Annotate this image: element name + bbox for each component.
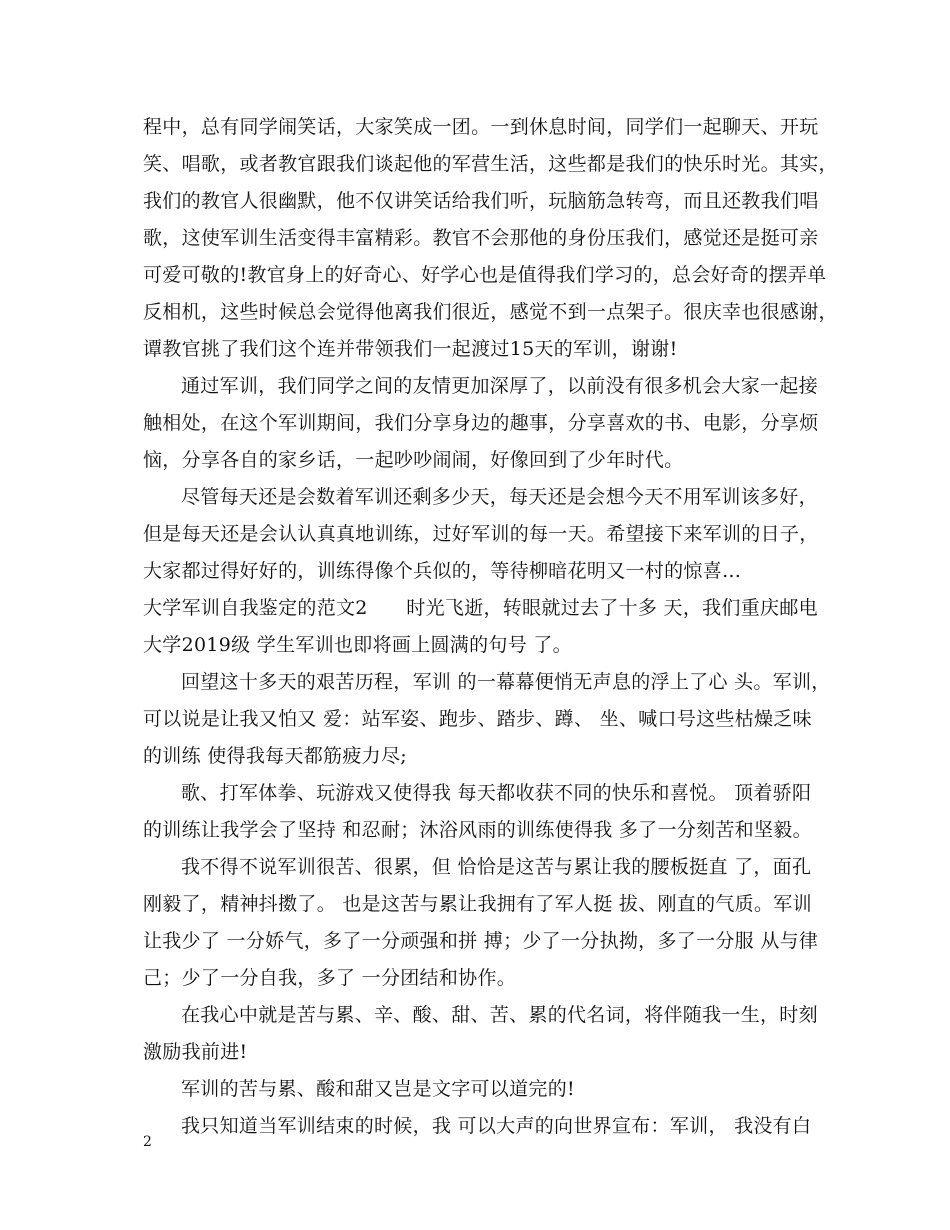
text-line: 可以说是让我又怕又 爱：站军姿、跑步、踏步、蹲、 坐、喊口号这些枯燥乏味 — [143, 708, 812, 730]
section-heading-line: 大学军训自我鉴定的范文2 时光飞逝，转眼就过去了十多 天，我们重庆邮电 — [143, 597, 818, 619]
text-line: 恼，分享各自的家乡话，一起吵吵闹闹，好像回到了少年时代。 — [143, 449, 684, 471]
text-line: 己；少了一分自我，多了 一分团结和协作。 — [143, 967, 517, 989]
text-line: 激励我前进! — [143, 1041, 248, 1063]
text-line: 我不得不说军训很苦、很累，但 恰恰是这苦与累让我的腰板挺直 了，面孔 — [181, 856, 812, 878]
text-line: 在我心中就是苦与累、辛、酸、甜、苦、累的代名词，将伴随我一生，时刻 — [181, 1004, 818, 1026]
text-line: 的训练 使得我每天都筋疲力尽; — [143, 745, 407, 767]
text-line: 触相处，在这个军训期间，我们分享身边的趣事，分享喜欢的书、电影，分享烦 — [143, 412, 819, 434]
text-line: 刚毅了，精神抖擞了。 也是这苦与累让我拥有了军人挺 拔、刚直的气质。军训 — [143, 893, 812, 915]
text-line: 但是每天还是会认认真真地训练，过好军训的每一天。希望接下来军训的日子， — [143, 523, 819, 545]
text-line: 军训的苦与累、酸和甜又岂是文字可以道完的! — [181, 1078, 575, 1100]
text-line: 歌，这使军训生活变得丰富精彩。教官不会那他的身份压我们，感觉还是挺可亲 — [143, 227, 819, 249]
text-line: 尽管每天还是会数着军训还剩多少天，每天还是会想今天不用军训该多好， — [181, 486, 818, 508]
text-line: 我们的教官人很幽默，他不仅讲笑话给我们听，玩脑筋急转弯，而且还教我们唱 — [143, 190, 819, 212]
text-line: 的训练让我学会了坚持 和忍耐；沐浴风雨的训练使得我 多了一分刻苦和坚毅。 — [143, 819, 812, 841]
text-line: 笑、唱歌，或者教官跟我们谈起他的军营生活，这些都是我们的快乐时光。其实， — [143, 153, 838, 175]
text-line: 大家都过得好好的，训练得像个兵似的，等待柳暗花明又一村的惊喜… — [143, 560, 742, 582]
text-line: 可爱可敬的!教官身上的好奇心、好学心也是值得我们学习的，总会好奇的摆弄单 — [143, 264, 827, 286]
text-line: 歌、打军体拳、玩游戏又使得我 每天都收获不同的快乐和喜悦。 顶着骄阳 — [181, 782, 812, 804]
text-line: 让我少了 一分娇气，多了一分顽强和拼 搏；少了一分执拗，多了一分服 从与律 — [143, 930, 819, 952]
text-line: 大学2019级 学生军训也即将画上圆满的句号 了。 — [143, 634, 572, 656]
text-line: 我只知道当军训结束的时候，我 可以大声的向世界宣布：军训， 我没有白 — [181, 1115, 812, 1137]
page-number: 2 — [143, 1134, 152, 1150]
text-line: 通过军训，我们同学之间的友情更加深厚了，以前没有很多机会大家一起接 — [181, 375, 818, 397]
text-line: 谭教官挑了我们这个连并带领我们一起渡过15天的军训，谢谢! — [143, 338, 678, 360]
text-line: 反相机，这些时候总会觉得他离我们很近，感觉不到一点架子。很庆幸也很感谢， — [143, 301, 838, 323]
text-line: 程中，总有同学闹笑话，大家笑成一团。一到休息时间，同学们一起聊天、开玩 — [143, 116, 819, 138]
text-line: 回望这十多天的艰苦历程，军训 的一幕幕便悄无声息的浮上了心 头。军训， — [181, 671, 831, 693]
